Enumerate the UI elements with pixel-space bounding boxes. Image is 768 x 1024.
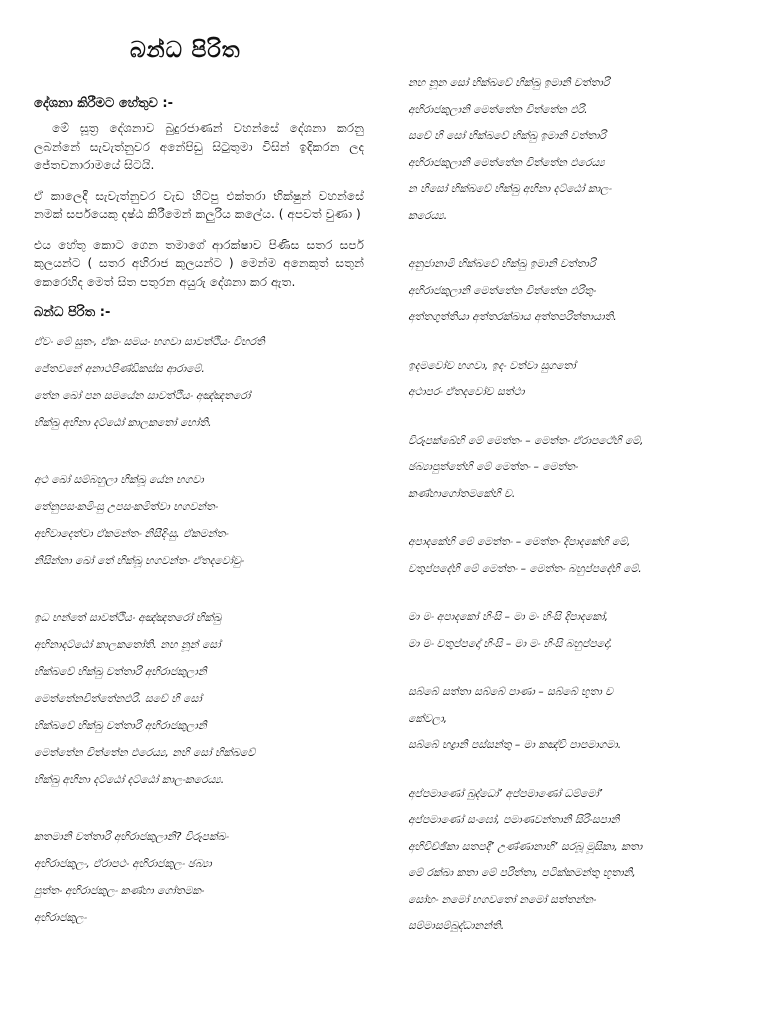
verse-line: සබ්බේ භද්‍රානි පස්සන්තු – මා කඤ්චි පාපමාගමා. bbox=[408, 738, 622, 751]
verse-stanza bbox=[408, 781, 738, 940]
left-column bbox=[34, 96, 364, 961]
right-column bbox=[408, 70, 738, 962]
verse-stanza bbox=[408, 251, 738, 331]
verse-line: නිසින්නා ඛෝ තේ භික්ඛූ භගවන්තං ඒතදවෝචුං bbox=[34, 554, 244, 567]
verse-line: භික්ඛවේ භික්ඛු චත්තාරි අහිරාජකුලානි bbox=[34, 719, 207, 732]
verse-stanza bbox=[34, 604, 364, 793]
verse-line: ඡබ්‍යාපුත්තේහි මේ මෙත්තං – මෙත්තං bbox=[408, 460, 578, 473]
verse-line: ඉධ භන්තේ සාවත්ථියං අඤ්ඤතරෝ භික්ඛු bbox=[34, 611, 221, 624]
verse-line: අත්තගුත්තියා අත්තරක්ඛාය අත්තපරිත්තායාති. bbox=[408, 310, 617, 323]
verse-stanza bbox=[408, 353, 738, 406]
verse-line: තේනුපසංකමිංසු උපසංකමිත්වා භගවන්තං bbox=[34, 500, 218, 513]
intro-heading: දේශනා කිරීමට හේතුව :- bbox=[34, 96, 174, 111]
page-title: බන්ධ පිරිත bbox=[130, 38, 241, 63]
verse-line: මේ රක්ඛා කතා මේ පරිත්තා, පටික්කමන්තු භූතානි, bbox=[408, 866, 636, 879]
verse-line: භික්ඛවේ භික්ඛු චත්තාරි අහිරාජකුලානි bbox=[34, 665, 207, 678]
verse-line: නහ නූන සෝ භික්ඛවේ භික්ඛු ඉමානි චත්තාරි bbox=[408, 76, 610, 89]
verse-line: අහිනාදට්ඨෝ කාලකතෝති. නහ නූන් සෝ bbox=[34, 638, 221, 651]
verse-line: අහිවිච්ඡිකා සතපදී’ උණ්ණානාභි’ සරබූ මූසිකා, කතා bbox=[408, 839, 643, 853]
verse-line: ඒවං මේ සුතං, ඒකං සමයං භගවා සාවත්ථියං විහරති bbox=[34, 335, 265, 348]
intro-paragraph-2: ඒ කාලෙදී සැවැත්නුවර වැඩ හිටපු එක්තරා භික්ෂුන් වහන්සේ නමක් සර්පයෙකු දෂ්ඨ කිරීමෙන් කලුරිය කලේය. ( අපවත් වුණා ) bbox=[34, 188, 364, 221]
verse-line: ඉදමවෝච භගවා, ඉදං වත්වා සුගතෝ bbox=[408, 358, 576, 372]
verse-line: සචේ හි සෝ භික්ඛවේ භික්ඛු ඉමානි චත්තාරි bbox=[408, 129, 606, 142]
verse-line: අහිරාජකුලානි මෙත්තේන චිත්තේන ඵරි. bbox=[408, 102, 588, 116]
verse-stanza bbox=[34, 328, 364, 436]
verse-line: සම්මාසම්බුද්ධානන්ති. bbox=[408, 919, 505, 932]
verse-line: භික්ඛු අහිනා දට්ඨෝ කාලකතෝ හෝති. bbox=[34, 416, 212, 429]
verse-line: කණ්හාගෝතමකේහි ච. bbox=[408, 486, 516, 500]
verse-line: පුත්තං අහිරාජකුලං කණ්හා ගෝතමකං bbox=[34, 884, 204, 897]
verse-line: මෙත්තේන චිත්තේන ඵරෙය්‍ය, නහි සෝ භික්ඛවේ bbox=[34, 746, 256, 759]
sutta-heading: බන්ධ පිරිත :- bbox=[34, 305, 111, 320]
verse-line: සෝහං නමෝ භගවතෝ නමෝ සත්තන්නං bbox=[408, 892, 596, 906]
verse-line: අහිරාජකුලානි මෙත්තේන චිත්තේන ඵරිතුං bbox=[408, 283, 596, 297]
verse-line: සබ්බේ සත්තා සබ්බේ පාණා – සබ්බේ භූතා ච bbox=[408, 685, 614, 698]
verse-line: චතුප්පදේහි මේ මෙත්තං – මෙත්තං බහුප්පදේහි මේ. bbox=[408, 561, 642, 575]
verse-line: අථාපරං ඒතදවෝච සත්ථා bbox=[408, 385, 525, 398]
verse-stanza bbox=[408, 529, 738, 582]
intro-paragraph-3: එය හේතු කොට ගෙන තමාගේ ආරක්ෂාව පිණිස සතර සර්ප කුලයන්ට ( සතර අහිරාජ කුලයන්ට ) මෙන්ම අනෙකුත් සතුන් කෙරෙහිද මෙත් සිත පතුරන අයුරු දේශනා කර ඇත. bbox=[34, 237, 364, 289]
verse-line: මෙත්තේනචිත්තේනඵරි. සචේ හි සෝ bbox=[34, 692, 202, 705]
right-verses bbox=[408, 70, 738, 940]
verse-line: අහිරාජකුලං, ඒරාපථං අහිරාජකුලං ඡබ්‍යා bbox=[34, 857, 212, 870]
verse-line: මා මං අපාදකෝ හිංසි – මා මං හිංසි දිපාදකෝ, bbox=[408, 610, 609, 623]
verse-line: අථ ඛෝ සම්බහුලා භික්ඛූ යේන භගවා bbox=[34, 473, 204, 486]
verse-line: මා මං චතුප්පදෝ හිංසි – මා මං හිංසි බහුප්පදෝ. bbox=[408, 636, 613, 650]
verse-line: කේවලා, bbox=[408, 711, 448, 725]
verse-line: අප්පමාණෝ බුද්ධෝ’ අප්පමාණෝ ධම්මෝ’ bbox=[408, 786, 603, 800]
verse-line: අනුජානාමි භික්ඛවේ භික්ඛු ඉමානි චත්තාරි bbox=[408, 257, 596, 270]
verse-line: අහිරාජකුලානි මෙත්තේන චිත්තේන ඵරෙය්‍ය bbox=[408, 155, 605, 169]
verse-stanza bbox=[34, 466, 364, 574]
verse-line: න හිසෝ භික්ඛවේ භික්ඛු අහිනා දට්ඨෝ කාලං bbox=[408, 182, 612, 195]
verse-stanza bbox=[34, 823, 364, 931]
verse-stanza bbox=[408, 70, 738, 229]
verse-stanza bbox=[408, 604, 738, 657]
verse-line: අපාදකේහි මේ මෙත්තං – මෙත්තං දිපාදකේහි මේ, bbox=[408, 535, 631, 548]
verse-line: තේන ඛෝ පන සමයේන සාවත්ථියං අඤ්ඤතරෝ bbox=[34, 389, 251, 402]
verse-line: කතමානි චත්තාරි අහිරාජකුලානි? විරූපක්ඛං bbox=[34, 830, 229, 843]
verse-line: කරෙය්‍ය. bbox=[408, 208, 448, 222]
verse-line: ජේතවනේ අනාථපිණ්ඩිකස්ස ආරාමේ. bbox=[34, 362, 205, 375]
verse-line: විරූපක්ඛේහි මේ මෙත්තං – මෙත්තං ඒරාපථේහි මේ, bbox=[408, 433, 644, 447]
verse-line: අහිරාජකුලං bbox=[34, 911, 87, 924]
verse-line: භික්ඛු අහිනා දට්ඨෝ දට්ඨෝ කාලංකරෙය්‍ය. bbox=[34, 773, 225, 786]
intro-paragraph-1: මේ සූත්‍ර දේශනාව බුදුරජාණන් වහන්සේ දේශනා කරනු ලබන්නේ සැවැත්නුවර අනේපිඩු සිටුතුමා විසින් ඉදිකරන ලද ජේතවනාරාමයේ සිටයි. bbox=[34, 121, 364, 172]
verse-line: අප්පමාණෝ සංඝෝ, පමාණවන්තානි සිරිංසපානි bbox=[408, 813, 620, 826]
verse-line: අභිවාදෙත්වා ඒකමන්තං නිසීදිංසු. ඒකමන්තං bbox=[34, 527, 228, 540]
left-verses bbox=[34, 328, 364, 931]
verse-stanza bbox=[408, 679, 738, 759]
verse-stanza bbox=[408, 428, 738, 508]
